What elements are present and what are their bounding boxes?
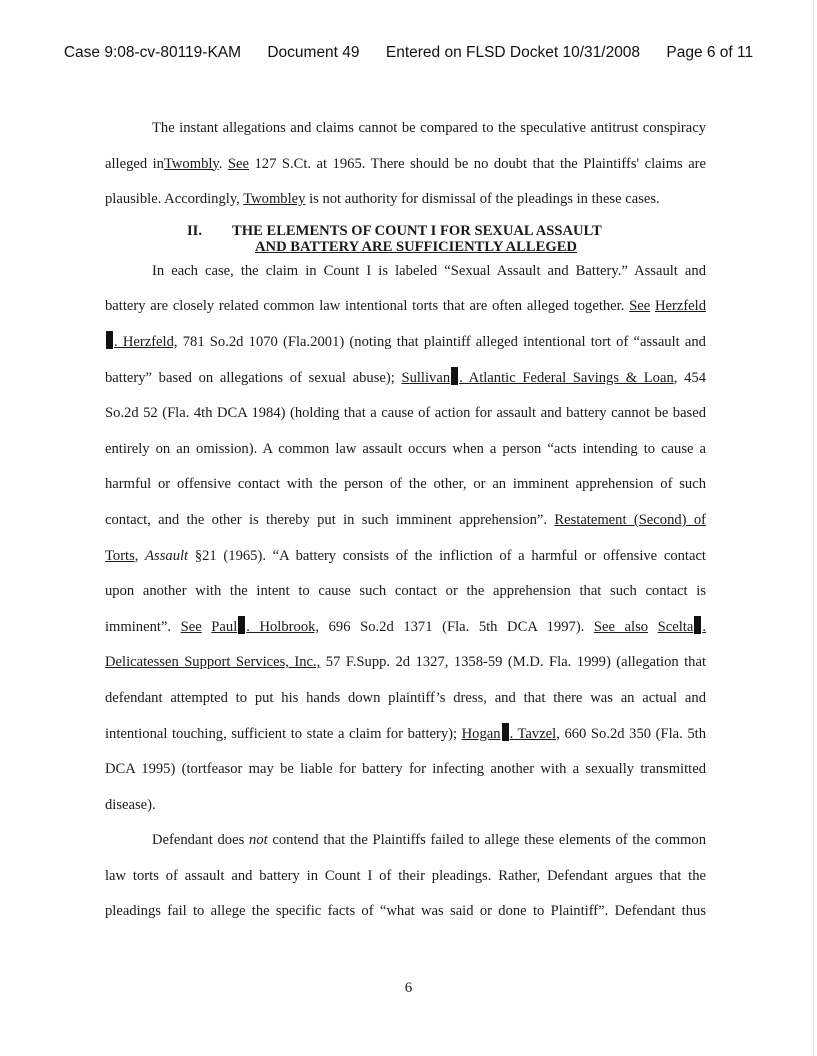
case-citation: Sullivan xyxy=(401,369,451,386)
text-line: contact, and the other is thereby put in such imminent apprehension”. Restatement (Second) of xyxy=(105,511,706,528)
scan-edge-divider xyxy=(813,0,814,1056)
text-line: harmful or offensive contact with the person of the other, or an imminent apprehension of such xyxy=(105,476,706,493)
text-line: imminent”. See Paul . Holbrook, 696 So.2d 1371 (Fla. 5th DCA 1997). See also Scelta . xyxy=(105,614,706,650)
text-line: intentional touching, sufficient to state a claim for battery); Hogan . Tavzel, 660 So.2d 350 (Fla. 5th xyxy=(105,721,706,757)
ecf-header xyxy=(0,44,817,62)
redaction-bar xyxy=(451,367,458,385)
redaction-bar xyxy=(502,723,509,741)
text-line: alleged inTwombly. See 127 S.Ct. at 1965. There should be no doubt that the Plaintiffs' claims are xyxy=(105,155,707,172)
case-citation: Torts, xyxy=(105,547,139,564)
text-line: defendant attempted to put his hands down plaintiff’s dress, and that there was an actual and xyxy=(105,689,706,706)
case-citation: Paul xyxy=(211,618,238,635)
text-line: Delicatessen Support Services, Inc., 57 F.Supp. 2d 1327, 1358-59 (M.D. Fla. 1999) (allegation that xyxy=(105,654,706,671)
text-line: The instant allegations and claims cannot be compared to the speculative antitrust conspiracy xyxy=(152,120,706,136)
text-line: . Herzfeld, 781 So.2d 1070 (Fla.2001) (noting that plaintiff alleged intentional tort of “assault and xyxy=(105,329,706,365)
section-heading xyxy=(105,222,706,258)
redaction-bar xyxy=(238,616,245,634)
case-citation: . Herzfeld, xyxy=(114,333,178,350)
document-number: Document 49 xyxy=(267,44,360,61)
docket-entry: Entered on FLSD Docket 10/31/2008 xyxy=(385,44,641,61)
text-line: DCA 1995) (tortfeasor may be liable for battery for infecting another with a sexually transmitted xyxy=(105,761,706,778)
text-line: plausible. Accordingly, Twombley is not authority for dismissal of the pleadings in these cases. xyxy=(105,191,660,208)
case-citation: Restatement (Second) of xyxy=(554,511,706,528)
section-number: II. xyxy=(187,222,203,239)
text-line: battery” based on allegations of sexual abuse); Sullivan . Atlantic Federal Savings & Loan, 454 xyxy=(105,365,706,401)
text-line: upon another with the intent to cause such contact or the apprehension that such contact is xyxy=(105,583,706,600)
heading-line-1: THE ELEMENTS OF COUNT I FOR SEXUAL ASSAULT xyxy=(232,222,602,239)
case-citation: Herzfeld xyxy=(654,298,707,315)
case-citation: Twombley xyxy=(243,191,306,208)
case-citation: Twombly xyxy=(163,155,219,172)
text-line: In each case, the claim in Count I is labeled “Sexual Assault and Battery.” Assault and xyxy=(152,262,706,279)
case-citation: Delicatessen Support Services, Inc., xyxy=(105,654,321,671)
text-line: entirely on an omission). A common law assault occurs when a person “acts intending to cause a xyxy=(105,440,706,457)
case-number: Case 9:08-cv-80119-KAM xyxy=(63,44,242,61)
text-line: law torts of assault and battery in Count I of their pleadings. Rather, Defendant argues that the xyxy=(105,867,706,884)
case-citation: . Tavzel, xyxy=(509,725,560,742)
case-citation: Scelta xyxy=(657,618,694,635)
text-line: So.2d 52 (Fla. 4th DCA 1984) (holding that a cause of action for assault and battery cannot be based xyxy=(105,405,706,422)
text-line: battery are closely related common law intentional torts that are often alleged together. See Herzfeld xyxy=(105,298,707,315)
case-citation: Hogan xyxy=(461,725,501,742)
text-line: pleadings fail to allege the specific facts of “what was said or done to Plaintiff”. Defendant thus xyxy=(105,903,706,920)
text-line: Torts, Assault §21 (1965). “A battery consists of the infliction of a harmful or offensive contact xyxy=(105,547,706,564)
document-body xyxy=(105,115,706,934)
signal-see-also: See also xyxy=(593,618,649,635)
redaction-bar xyxy=(694,616,701,634)
page-number: 6 xyxy=(404,980,413,996)
redaction-bar xyxy=(106,331,113,349)
text-line: disease). xyxy=(105,796,156,813)
signal-see: See xyxy=(227,155,249,172)
text-line: Defendant does not contend that the Plaintiffs failed to allege these elements of the common xyxy=(152,832,706,849)
heading-line-2: AND BATTERY ARE SUFFICIENTLY ALLEGED xyxy=(255,238,577,255)
page-indicator: Page 6 of 11 xyxy=(666,44,754,61)
case-citation: . Holbrook, xyxy=(246,618,320,635)
signal-see: See xyxy=(180,618,202,635)
signal-see: See xyxy=(629,298,651,315)
case-citation: . Atlantic Federal Savings & Loan, xyxy=(459,369,678,386)
